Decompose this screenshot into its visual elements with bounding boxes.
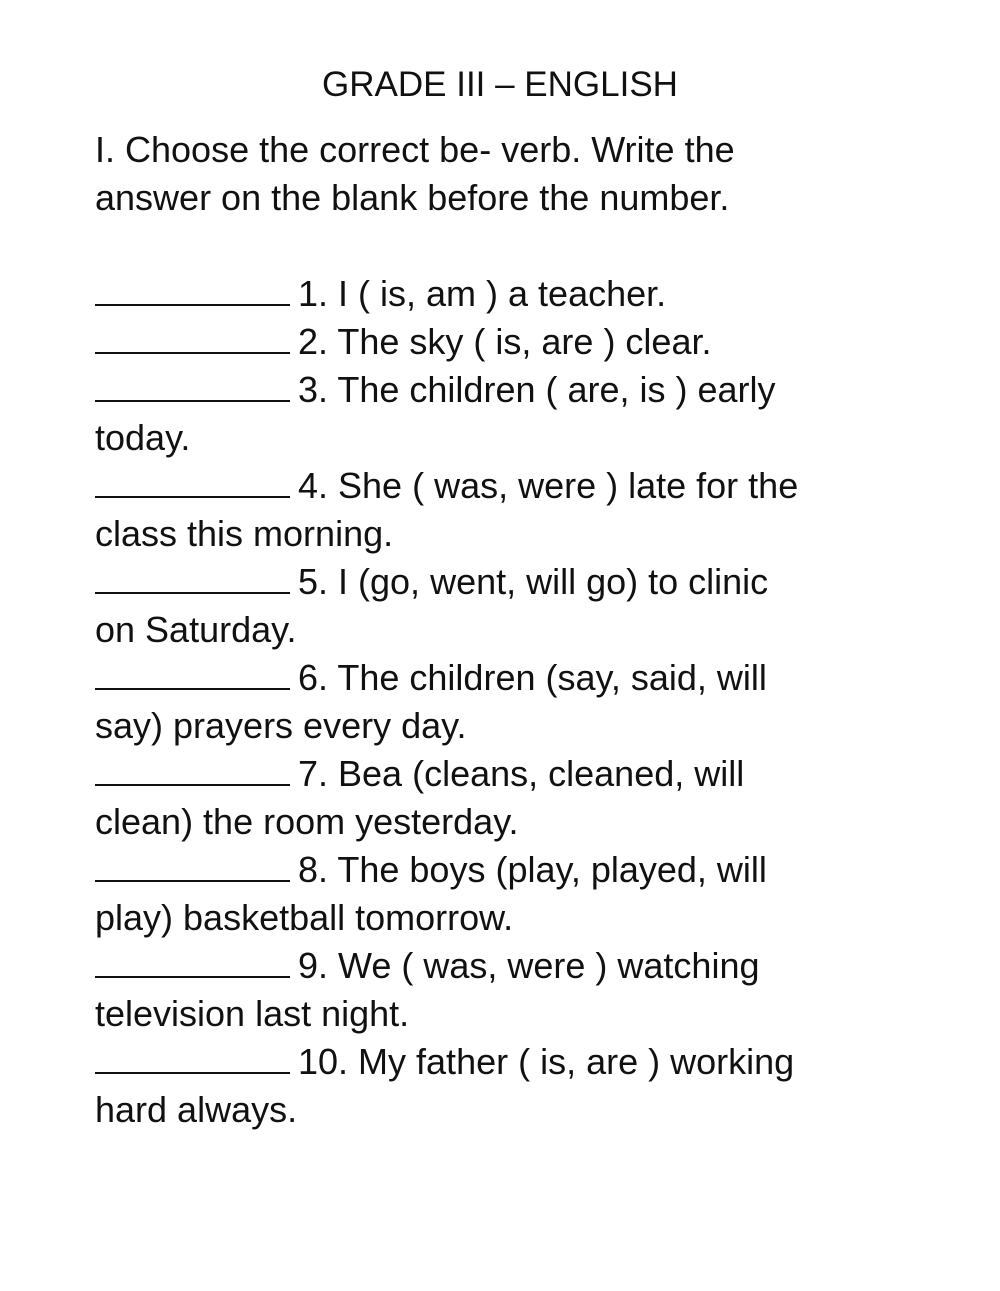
answer-blank[interactable] [95, 850, 290, 882]
instructions-line-2: answer on the blank before the number. [95, 177, 730, 218]
question-text-continued: television last night. [95, 993, 410, 1034]
worksheet-title: GRADE III – ENGLISH [322, 65, 678, 104]
spacer [95, 222, 798, 270]
question-item [95, 846, 798, 894]
question-text-continued: clean) the room yesterday. [95, 801, 519, 842]
answer-blank[interactable] [95, 754, 290, 786]
answer-blank[interactable] [95, 562, 290, 594]
question-item [95, 654, 798, 702]
question-text-continued: today. [95, 417, 191, 458]
answer-blank[interactable] [95, 658, 290, 690]
question-item [95, 750, 798, 798]
question-text: 6. The children (say, said, will [298, 657, 767, 698]
question-item [95, 462, 798, 510]
worksheet-body [95, 126, 798, 1134]
question-item [95, 318, 798, 366]
question-text: 5. I (go, went, will go) to clinic [298, 561, 769, 602]
question-text-continued: class this morning. [95, 513, 394, 554]
question-text: 4. She ( was, were ) late for the [298, 465, 799, 506]
question-text: 9. We ( was, were ) watching [298, 945, 760, 986]
question-item [95, 1038, 798, 1086]
question-text: 3. The children ( are, is ) early [298, 369, 776, 410]
question-text: 7. Bea (cleans, cleaned, will [298, 753, 745, 794]
answer-blank[interactable] [95, 466, 290, 498]
question-text-continued: on Saturday. [95, 609, 297, 650]
question-text-continued: hard always. [95, 1089, 298, 1130]
question-text: 10. My father ( is, are ) working [298, 1041, 795, 1082]
question-item [95, 558, 798, 606]
question-item [95, 366, 798, 414]
instructions-line-1: I. Choose the correct be- verb. Write the [95, 129, 735, 170]
question-text: 8. The boys (play, played, will [298, 849, 767, 890]
answer-blank[interactable] [95, 322, 290, 354]
question-text-continued: play) basketball tomorrow. [95, 897, 514, 938]
question-text-continued: say) prayers every day. [95, 705, 467, 746]
question-text: 2. The sky ( is, are ) clear. [298, 321, 712, 362]
answer-blank[interactable] [95, 946, 290, 978]
answer-blank[interactable] [95, 1042, 290, 1074]
question-text: 1. I ( is, am ) a teacher. [298, 273, 667, 314]
answer-blank[interactable] [95, 370, 290, 402]
answer-blank[interactable] [95, 274, 290, 306]
question-item [95, 270, 798, 318]
question-item [95, 942, 798, 990]
question-list [95, 270, 798, 1134]
